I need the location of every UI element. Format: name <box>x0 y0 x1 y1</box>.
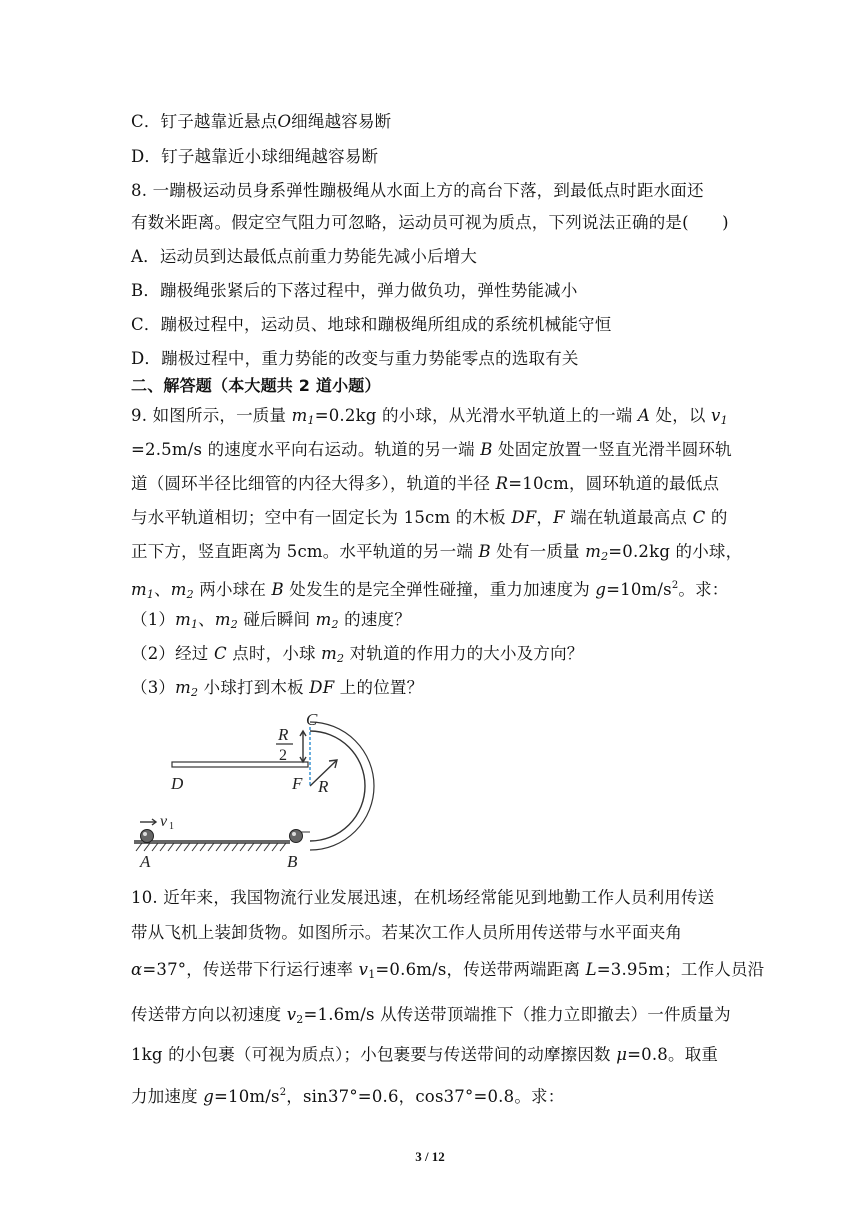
q9-track-figure <box>128 705 368 871</box>
label-f: F <box>292 774 303 793</box>
ground-hatching <box>136 843 286 851</box>
label-r: R <box>318 777 329 796</box>
section-heading: 二、解答题（本大题共 2 道小题） <box>131 376 381 395</box>
q7-option-c: C．钉子越靠近悬点O细绳越容易断 <box>131 112 392 131</box>
q10-stem-line5: 1kg 的小包裹（可视为质点）；小包裹要与传送带间的动摩擦因数 μ=0.8。取重 <box>131 1045 719 1064</box>
q9-stem-line2: =2.5m/s 的速度水平向右运动。轨道的另一端 B 处固定放置一竖直光滑半圆环轨 <box>131 440 732 459</box>
q8-option-d: D．蹦极过程中，重力势能的改变与重力势能零点的选取有关 <box>131 349 579 368</box>
label-d: D <box>171 774 184 793</box>
ball-a <box>141 830 154 843</box>
ball-b <box>290 830 303 843</box>
label-c: C <box>306 710 318 729</box>
q8-option-c: C．蹦极过程中，运动员、地球和蹦极绳所组成的系统机械能守恒 <box>131 315 612 334</box>
q9-stem-line3: 道（圆环半径比细管的内径大得多），轨道的半径 R=10cm，圆环轨道的最低点 <box>131 474 720 493</box>
q10-stem-line2: 带从飞机上装卸货物。如图所示。若某次工作人员所用传送带与水平面夹角 <box>131 923 683 942</box>
q7-option-d: D．钉子越靠近小球细绳越容易断 <box>131 147 379 166</box>
label-a: A <box>140 852 151 871</box>
q9-sub2: （2）经过 C 点时，小球 $m_2$ 对轨道的作用力的大小及方向？ <box>131 644 584 665</box>
q10-stem-line6: 力加速度 $g=10m/s^2$，sin37°=0.6，cos37°=0.8。求： <box>131 1087 565 1106</box>
label-v-sub: 1 <box>169 821 174 832</box>
q8-option-a: A．运动员到达最低点前重力势能先减小后增大 <box>131 247 478 266</box>
q8-stem-line2: 有数米距离。假定空气阻力可忽略，运动员可视为质点，下列说法正确的是( ) <box>131 213 729 232</box>
q8-stem-line1: 8. 一蹦极运动员身系弹性蹦极绳从水面上方的高台下落，到最低点时距水面还 <box>131 181 704 200</box>
q9-stem-line5: 正下方，竖直距离为 5cm。水平轨道的另一端 B 处有一质量 $m_2=0.2kg$ 的小球， <box>131 542 743 563</box>
q9-sub1: $(1)m_1$、$m_2$ 碰后瞬间 $m_2$ 的速度？ <box>131 610 411 631</box>
q10-stem-line1: 10. 近年来，我国物流行业发展迅速，在机场经常能见到地勤工作人员利用传送 <box>131 888 715 907</box>
q9-sub3: $(3)m_2$ 小球打到木板 DF 上的位置？ <box>131 678 424 699</box>
q10-stem-line3: α=37°，传送带下行运行速率 $v_1=0.6m/s$，传送带两端距离 L=3.95m；工作人员沿 <box>131 960 765 981</box>
q8-option-b: B．蹦极绳张紧后的下落过程中，弹力做负功，弹性势能减小 <box>131 281 578 300</box>
label-frac-num: R <box>278 725 289 744</box>
page-number: 3 / 12 <box>415 1149 445 1164</box>
label-frac-den: 2 <box>279 747 287 764</box>
q9-stem-line4: 与水平轨道相切；空中有一固定长为 15cm 的木板 DF，F 端在轨道最高点 C 的 <box>131 508 728 527</box>
q10-stem-line4: 传送带方向以初速度 $v_2=1.6m/s$ 从传送带顶端推下（推力立即撤去）一件质量为 <box>131 1005 731 1026</box>
q9-stem-line1: 9. 如图所示，一质量 $m_1=0.2kg$ 的小球，从光滑水平轨道上的一端 A 处，以 $v_1$ <box>131 406 728 427</box>
board-df <box>172 762 308 767</box>
label-b: B <box>287 852 298 871</box>
label-v: v <box>160 813 168 830</box>
q9-stem-line6: $m_1$、$m_2$ 两小球在 B 处发生的是完全弹性碰撞，重力加速度为 $g=10m/s^2$。求： <box>131 580 729 601</box>
